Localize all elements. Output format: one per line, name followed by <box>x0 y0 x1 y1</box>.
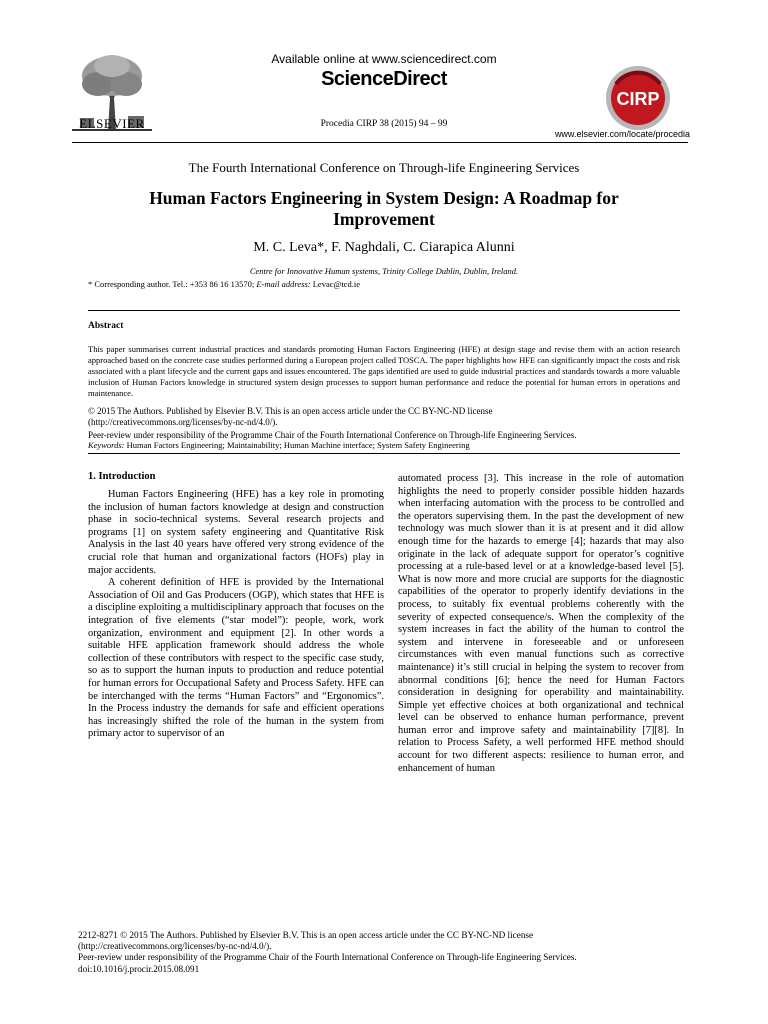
keywords <box>88 440 680 450</box>
body-paragraph: Human Factors Engineering (HFE) has a key role in promoting the inclusion of human factors knowledge at design and construction phase in socio-technical systems. Several research projects and programs [1] on system safety engineering and Quantitative Risk Analysis in the last 40 years have offered very strong evidence of the crucial role that human and organizational factors (HOFs) play in major accidents. <box>88 489 384 576</box>
cirp-logo <box>604 64 672 132</box>
journal-citation: Procedia CIRP 38 (2015) 94 – 99 <box>320 119 448 129</box>
abstract-license <box>88 406 680 427</box>
keywords-label: Keywords: <box>88 440 125 450</box>
page-footer <box>78 930 688 975</box>
license-url-link[interactable]: (http://creativecommons.org/licenses/by-nc-nd/4.0/). <box>88 416 278 427</box>
available-online-text: Available online at www.sciencedirect.com <box>271 52 497 66</box>
body-column-right <box>398 473 684 775</box>
body-paragraph: A coherent definition of HFE is provided by the International Association of Oil and Gas Producers (OGP), which states that HFE is a discipline exploiting a multidisciplinary approach that focuses on the integration of five elements (“star model”): people, work, work organization, environment and equipment [2]. In other words a suitable HFE application framework should address the whole collection of these contributors with respect to the specific case study, so as to support the human inputs to production and reduce potential for human errors for Occupational Safety and Process Safety. HFE can be interchanged with the terms “Human Factors” and “Ergonomics”. In the Process industry the demands for safe and efficient operations has increasingly shifted the role of the human in the system from primary actor to supervisor of an <box>88 577 384 740</box>
corresponding-author-tel: * Corresponding author. Tel.: +353 86 16 13570; <box>88 279 255 289</box>
paper-title: Human Factors Engineering in System Design: A Roadmap for Improvement <box>149 188 619 229</box>
abstract-body: This paper summarises current industrial practices and standards promoting Human Factors Engineering (HFE) at design stage and revise them with an action research approached based on the concrete case studies performed during a European project called TOSCA. The paper highlights how HFE can significantly impact the costs and risk associated with a plant lifecycle and the current gaps and issues encountered. The gaps identified are used to guide industrial practices and standards towards a more valuable inclusion of Human Factors knowledge in structured system design processes to support human performance and reduce the potential for human errors in operations and maintenance. <box>88 344 680 398</box>
abstract-peer-review: Peer-review under responsibility of the Programme Chair of the Fourth International Conference on Through-life Engineering Services. <box>88 430 577 440</box>
cirp-logo-text: CIRP <box>616 89 660 109</box>
abstract-heading: Abstract <box>88 321 124 331</box>
license-statement: © 2015 The Authors. Published by Elsevier B.V. This is an open access article under the CC BY-NC-ND license <box>88 406 493 416</box>
body-paragraph: automated process [3]. This increase in the role of automation highlights the need to properly consider possible hidden hazards when interfacing automation with the process to be controlled and the operators supervising them. In the past the development of new technology was much slower than it is at present and it did allow enough time for the hazards to emerge [4]; hazards that may also originate in the lack of adequate support for operator’s cognitive processing at a rule-based level or at a knowledge-based level [5]. What is now more and more crucial are supports for the diagnostic capabilities of the operator to properly identify deviations in the process, to suitably fix eventual problems coherently with the severity of expected consequence/s. When the complexity of the system increases in fact the ability of the human to control the system and intervene in foreseeable and or unforeseen circumstances with even manual functions such as corrective maintenance) it’s still crucial in helping the system to recover from abnormal conditions [6]; hence the need for Human Factors consideration in designing for operability and maintainability. Simple yet effective choices at both organizational and technical level can be observed to enhance human performance, prevent human error and improve safety and maintainability [7][8]. In relation to Process Safety, a well performed HFE method should account for two different aspects: resilience to human error, and enhancement of human <box>398 473 684 774</box>
sciencedirect-brand: ScienceDirect <box>321 68 447 90</box>
journal-url-link[interactable]: www.elsevier.com/locate/procedia <box>554 129 690 139</box>
keywords-list: Human Factors Engineering; Maintainability; Human Machine interface; System Safety Engineering <box>126 440 470 450</box>
footer-peer-review: Peer-review under responsibility of the Programme Chair of the Fourth International Conference on Through-life Engineering Services. <box>78 952 577 963</box>
abstract-bottom-divider <box>88 453 680 454</box>
corresponding-author <box>88 279 648 289</box>
author-list: M. C. Leva*, F. Naghdali, C. Ciarapica Alunni <box>253 240 515 255</box>
author-affiliation: Centre for Innovative Human systems, Trinity College Dublin, Dublin, Ireland. <box>249 266 519 276</box>
section-heading-introduction: 1. Introduction <box>88 471 156 482</box>
publisher-name: ELSEVIER <box>79 116 145 131</box>
email-label: E-mail address: <box>256 279 311 289</box>
footer-copyright: 2212-8271 © 2015 The Authors. Published by Elsevier B.V. This is an open access article under the CC BY-NC-ND license <box>78 930 534 940</box>
abstract-top-divider <box>88 310 680 311</box>
conference-name: The Fourth International Conference on Through-life Engineering Services <box>188 160 580 175</box>
footer-doi[interactable]: doi:10.1016/j.procir.2015.08.091 <box>78 963 200 974</box>
email-address[interactable]: Levac@tcd.ie <box>312 279 360 289</box>
header-divider <box>72 142 688 143</box>
footer-license-link[interactable]: (http://creativecommons.org/licenses/by-nc-nd/4.0/). <box>78 941 272 952</box>
body-column-left <box>88 489 384 741</box>
